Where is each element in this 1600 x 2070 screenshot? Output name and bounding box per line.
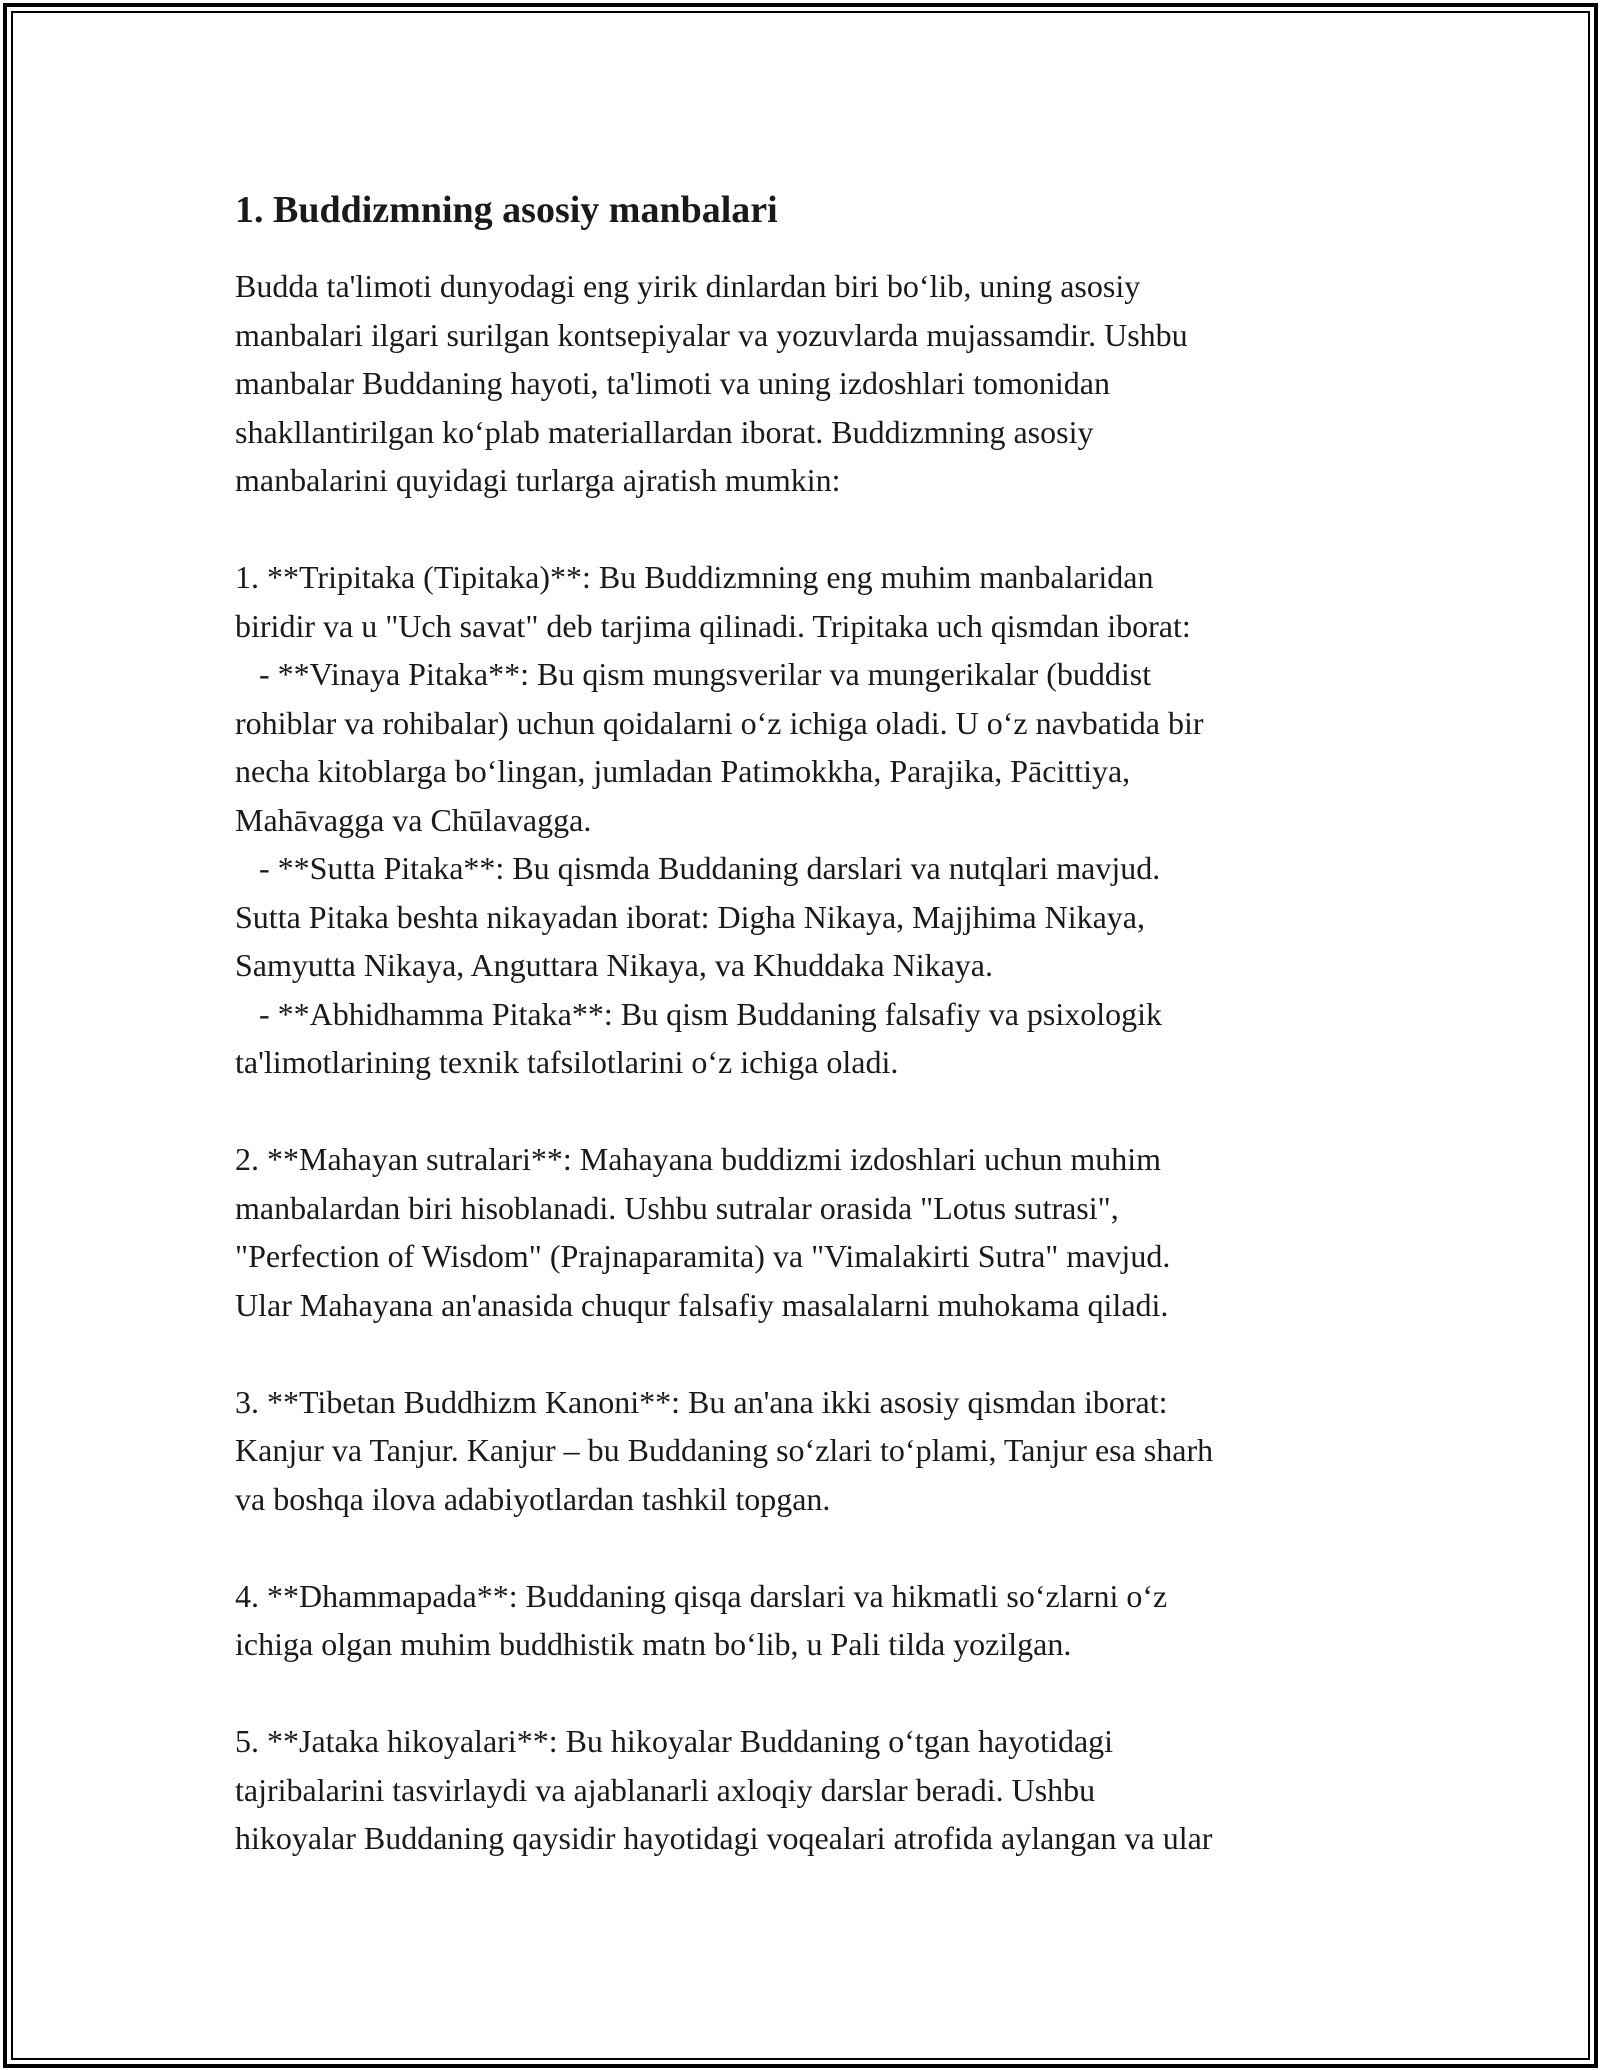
list-item-jataka: [235, 1717, 1385, 1863]
text-line: tajribalarini tasvirlaydi va ajablanarli axloqiy darslar beradi. Ushbu: [235, 1771, 1096, 1808]
text-line: Ular Mahayana an'anasida chuqur falsafiy masalalarni muhokama qiladi.: [235, 1286, 1169, 1323]
sub-item-vinaya: - **Vinaya Pitaka**: Bu qism mungsverilar va mungerikalar (buddist: [235, 656, 1152, 692]
text-line: ta'limotlarining texnik tafsilotlarini o‘z ichiga oladi.: [235, 1044, 899, 1080]
text-line: manbalardan biri hisoblanadi. Ushbu sutralar orasida "Lotus sutrasi",: [235, 1189, 1119, 1226]
text-line: rohiblar va rohibalar) uchun qoidalarni o‘z ichiga oladi. U o‘z navbatida bir: [235, 704, 1204, 741]
list-item-mahayana: [235, 1135, 1385, 1329]
text-line: shakllantirilgan ko‘plab materiallardan iborat. Buddizmning asosiy: [235, 413, 1094, 450]
text-line: necha kitoblarga bo‘lingan, jumladan Patimokkha, Parajika, Pācittiya,: [235, 753, 1131, 789]
text-line: Sutta Pitaka beshta nikayadan iborat: Digha Nikaya, Majjhima Nikaya,: [235, 898, 1145, 935]
section-heading: 1. Buddizmning asosiy manbalari: [235, 189, 778, 231]
text-line: Kanjur va Tanjur. Kanjur – bu Buddaning so‘zlari to‘plami, Tanjur esa sharh: [235, 1432, 1214, 1468]
text-line: 1. **Tripitaka (Tipitaka)**: Bu Buddizmning eng muhim manbalaridan: [235, 559, 1154, 595]
sub-item-abhidhamma: - **Abhidhamma Pitaka**: Bu qism Buddaning falsafiy va psixologik: [235, 995, 1163, 1032]
intro-paragraph: [235, 262, 1385, 505]
text-line: 4. **Dhammapada**: Buddaning qisqa darslari va hikmatli so‘zlarni o‘z: [235, 1577, 1168, 1614]
text-line: ichiga olgan muhim buddhistik matn bo‘lib, u Pali tilda yozilgan.: [235, 1626, 1072, 1662]
list-item-dhammapada: [235, 1572, 1385, 1669]
text-line: Mahāvagga va Chūlavagga.: [235, 801, 592, 838]
text-line: 2. **Mahayan sutralari**: Mahayana buddizmi izdoshlari uchun muhim: [235, 1141, 1161, 1177]
text-line: Budda ta'limoti dunyodagi eng yirik dinlardan biri bo‘lib, uning asosiy: [235, 268, 1141, 304]
document-body: [235, 186, 1385, 1911]
text-line: Samyutta Nikaya, Anguttara Nikaya, va Khuddaka Nikaya.: [235, 947, 993, 983]
text-line: manbalari ilgari surilgan kontsepiyalar va yozuvlarda mujassamdir. Ushbu: [235, 316, 1188, 353]
text-line: manbalar Buddaning hayoti, ta'limoti va uning izdoshlari tomonidan: [235, 365, 1110, 401]
text-line: va boshqa ilova adabiyotlardan tashkil topgan.: [235, 1480, 831, 1517]
text-line: hikoyalar Buddaning qaysidir hayotidagi voqealari atrofida aylangan va ular: [235, 1820, 1213, 1856]
list-item-tibetan-canon: [235, 1378, 1385, 1524]
text-line: 5. **Jataka hikoyalari**: Bu hikoyalar Buddaning o‘tgan hayotidagi: [235, 1723, 1114, 1759]
text-line: biridir va u "Uch savat" deb tarjima qilinadi. Tripitaka uch qismdan iborat:: [235, 607, 1191, 644]
text-line: manbalarini quyidagi turlarga ajratish mumkin:: [235, 462, 841, 498]
list-item-tripitaka: [235, 553, 1385, 1087]
text-line: "Perfection of Wisdom" (Prajnaparamita) va "Vimalakirti Sutra" mavjud.: [235, 1238, 1171, 1274]
sub-item-sutta: - **Sutta Pitaka**: Bu qismda Buddaning darslari va nutqlari mavjud.: [235, 850, 1161, 886]
text-line: 3. **Tibetan Buddhizm Kanoni**: Bu an'ana ikki asosiy qismdan iborat:: [235, 1383, 1168, 1420]
